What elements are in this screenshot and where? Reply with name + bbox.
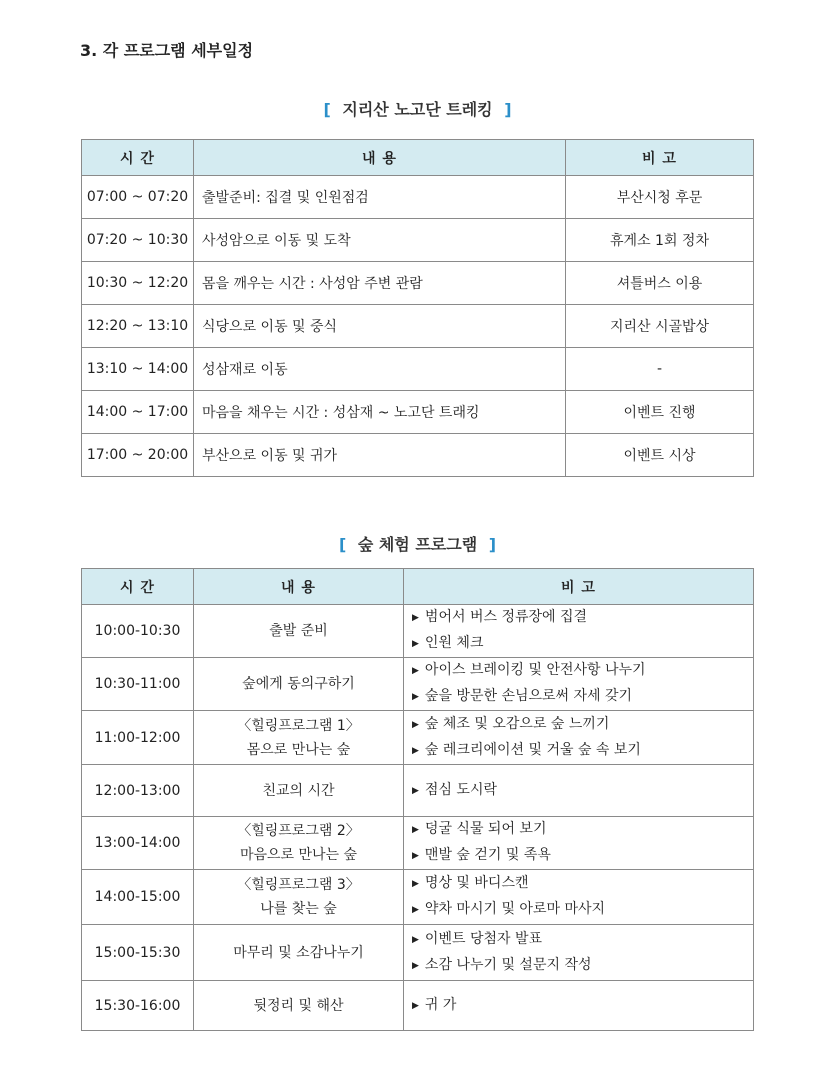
header-content: 내 용 — [194, 140, 566, 176]
time-cell: 15:00-15:30 — [82, 925, 194, 981]
forest-program-table — [81, 568, 754, 1031]
content-cell: 몸을 깨우는 시간 : 사성암 주변 관람 — [194, 262, 566, 305]
time-cell: 10:30 ~ 12:20 — [82, 262, 194, 305]
bullet-icon: ▶ — [412, 785, 419, 796]
content-line: 출발 준비 — [269, 623, 328, 639]
note-cell: 셔틀버스 이용 — [566, 262, 754, 305]
bullet-icon: ▶ — [412, 613, 419, 623]
bullet-icon: ▶ — [412, 825, 419, 835]
content-line: 〈힐링프로그램 1〉 — [237, 717, 360, 734]
table-row — [82, 765, 754, 817]
note-text: 명상 및 바디스캔 — [424, 875, 529, 891]
table2-bracket-open: [ — [338, 535, 347, 554]
table-row — [82, 981, 754, 1031]
content-line: 숲에게 동의구하기 — [242, 676, 355, 692]
table1-bracket-close: ] — [504, 100, 512, 119]
time-cell: 07:00 ~ 07:20 — [82, 176, 194, 219]
table1-title-text: 지리산 노고단 트레킹 — [342, 100, 493, 119]
trekking-schedule-table — [81, 139, 754, 477]
table-row — [82, 262, 754, 305]
note-text: 아이스 브레이킹 및 안전사항 나누기 — [424, 662, 646, 678]
table1-bracket-open: [ — [323, 100, 331, 119]
header-note: 비 고 — [566, 140, 754, 176]
note-text: 범어서 버스 정류장에 집결 — [424, 609, 588, 625]
content-cell: 마음을 채우는 시간 : 성삼재 ~ 노고단 트래킹 — [194, 391, 566, 434]
notes-cell — [404, 981, 754, 1031]
content-cell — [194, 981, 404, 1031]
time-cell: 17:00 ~ 20:00 — [82, 434, 194, 477]
content-line: 나를 찾는 숲 — [260, 901, 337, 917]
bullet-icon: ▶ — [412, 960, 419, 971]
bullet-icon: ▶ — [412, 905, 419, 915]
note-text: 덩굴 식물 되어 보기 — [424, 821, 547, 837]
note-item — [412, 993, 747, 1019]
bullet-icon: ▶ — [412, 745, 419, 756]
note-item — [412, 871, 747, 897]
note-item — [412, 684, 747, 710]
note-cell: 지리산 시골밥상 — [566, 305, 754, 348]
content-line: 마음으로 만나는 숲 — [239, 847, 358, 863]
note-text: 숲 레크리에이션 및 거울 숲 속 보기 — [424, 741, 641, 758]
notes-cell — [404, 658, 754, 711]
notes-cell — [404, 711, 754, 765]
note-text: 소감 나누기 및 설문지 작성 — [424, 956, 592, 973]
bullet-icon: ▶ — [412, 719, 419, 730]
time-cell: 12:00-13:00 — [82, 765, 194, 817]
notes-cell — [404, 870, 754, 925]
note-cell: 이벤트 진행 — [566, 391, 754, 434]
table-row — [82, 658, 754, 711]
content-line: 〈힐링프로그램 2〉 — [237, 823, 360, 839]
bullet-icon: ▶ — [412, 879, 419, 889]
content-cell: 부산으로 이동 및 귀가 — [194, 434, 566, 477]
time-cell: 13:00-14:00 — [82, 817, 194, 870]
note-item — [412, 817, 747, 843]
note-cell: 휴게소 1회 정차 — [566, 219, 754, 262]
table2-title-text: 숲 체험 프로그램 — [357, 535, 478, 554]
note-item — [412, 927, 747, 953]
note-cell: - — [566, 348, 754, 391]
note-item — [412, 712, 747, 738]
content-cell — [194, 711, 404, 765]
table2-title — [0, 532, 835, 555]
content-cell — [194, 817, 404, 870]
header-time: 시 간 — [82, 140, 194, 176]
table-header-row — [82, 140, 754, 176]
content-cell: 사성암으로 이동 및 도착 — [194, 219, 566, 262]
table-row — [82, 434, 754, 477]
table2-bracket-close: ] — [488, 535, 497, 554]
note-cell: 이벤트 시상 — [566, 434, 754, 477]
notes-cell — [404, 817, 754, 870]
content-line: 몸으로 만나는 숲 — [246, 741, 351, 758]
content-cell — [194, 870, 404, 925]
note-item — [412, 953, 747, 979]
note-text: 귀 가 — [424, 996, 457, 1013]
table-row — [82, 391, 754, 434]
notes-cell — [404, 765, 754, 817]
content-line: 친교의 시간 — [262, 782, 335, 799]
table-row — [82, 219, 754, 262]
table1-title — [0, 97, 835, 120]
note-text: 인원 체크 — [424, 635, 484, 651]
section-heading: 3. 각 프로그램 세부일정 — [80, 41, 254, 60]
content-line: 마무리 및 소감나누기 — [233, 944, 364, 961]
content-line: 뒷정리 및 해산 — [253, 997, 344, 1014]
header-note: 비 고 — [404, 569, 754, 605]
note-item — [412, 658, 747, 684]
time-cell: 14:00 ~ 17:00 — [82, 391, 194, 434]
time-cell: 14:00-15:00 — [82, 870, 194, 925]
table-row — [82, 711, 754, 765]
note-item — [412, 605, 747, 631]
table-row — [82, 925, 754, 981]
note-item — [412, 843, 747, 869]
note-text: 숲 체조 및 오감으로 숲 느끼기 — [424, 715, 610, 732]
time-cell: 13:10 ~ 14:00 — [82, 348, 194, 391]
content-cell — [194, 765, 404, 817]
note-item — [412, 778, 747, 804]
content-cell: 출발준비: 집결 및 인원점검 — [194, 176, 566, 219]
note-text: 맨발 숲 걷기 및 족욕 — [424, 847, 551, 863]
table-header-row — [82, 569, 754, 605]
header-time: 시 간 — [82, 569, 194, 605]
table-row — [82, 305, 754, 348]
note-item — [412, 631, 747, 657]
table-row — [82, 176, 754, 219]
time-cell: 10:00-10:30 — [82, 605, 194, 658]
bullet-icon: ▶ — [412, 639, 419, 649]
bullet-icon: ▶ — [412, 934, 419, 945]
time-cell: 07:20 ~ 10:30 — [82, 219, 194, 262]
content-cell — [194, 658, 404, 711]
table-row — [82, 605, 754, 658]
notes-cell — [404, 925, 754, 981]
time-cell: 11:00-12:00 — [82, 711, 194, 765]
bullet-icon: ▶ — [412, 666, 419, 676]
header-content: 내 용 — [194, 569, 404, 605]
note-text: 이벤트 당첨자 발표 — [424, 930, 543, 947]
table-row — [82, 870, 754, 925]
note-text: 약차 마시기 및 아로마 마사지 — [424, 901, 606, 917]
time-cell: 12:20 ~ 13:10 — [82, 305, 194, 348]
note-item — [412, 738, 747, 764]
bullet-icon: ▶ — [412, 851, 419, 861]
bullet-icon: ▶ — [412, 692, 419, 702]
bullet-icon: ▶ — [412, 1000, 419, 1011]
content-line: 〈힐링프로그램 3〉 — [237, 877, 360, 893]
note-item — [412, 897, 747, 923]
time-cell: 15:30-16:00 — [82, 981, 194, 1031]
content-cell — [194, 605, 404, 658]
content-cell: 식당으로 이동 및 중식 — [194, 305, 566, 348]
note-text: 점심 도시락 — [424, 781, 497, 798]
content-cell: 성삼재로 이동 — [194, 348, 566, 391]
note-text: 숲을 방문한 손님으로써 자세 갖기 — [424, 688, 633, 704]
time-cell: 10:30-11:00 — [82, 658, 194, 711]
table-row — [82, 817, 754, 870]
table-row — [82, 348, 754, 391]
note-cell: 부산시청 후문 — [566, 176, 754, 219]
content-cell — [194, 925, 404, 981]
notes-cell — [404, 605, 754, 658]
